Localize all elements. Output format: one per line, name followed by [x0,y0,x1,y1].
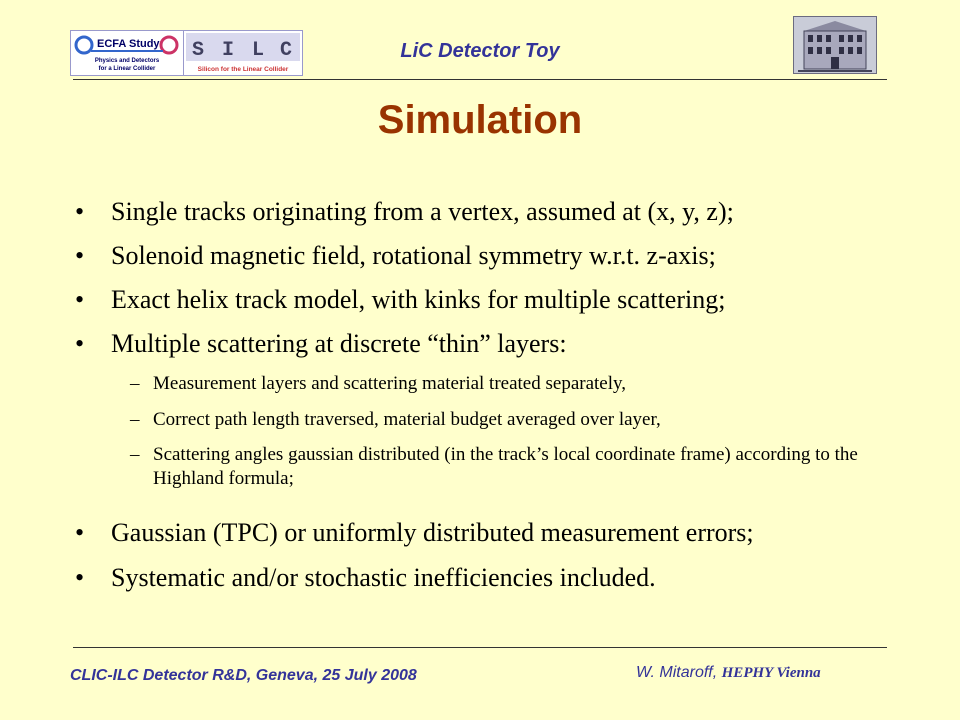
silc-letter-l: L [252,39,265,62]
header-title: LiC Detector Toy [400,40,560,62]
bullet-dot: • [75,241,85,270]
sub-bullet-item [130,408,900,432]
bullet-text: Systematic and/or stochastic inefficiencies included. [111,563,656,592]
silc-letter-s: S [192,39,205,62]
footer-event: CLIC-ILC Detector R&D, Geneva, 25 July 2008 [70,667,417,684]
bullet-text: Gaussian (TPC) or uniformly distributed measurement errors; [111,518,754,547]
footer-author [636,664,821,682]
bullet-dot: • [75,563,85,592]
slide-title: Simulation [377,98,583,142]
sub-bullet-item [130,443,900,491]
bullet-dot: • [75,329,85,358]
silc-caption: Silicon for the Linear Collider [197,66,289,73]
footer-author-name: W. Mitaroff, [636,664,718,681]
sub-bullet-text: Measurement layers and scattering material treated separately, [153,373,627,394]
bullet-dot: • [75,518,85,547]
silc-letter-i: I [222,39,235,62]
bullet-item [75,240,905,272]
sub-bullet-dash: – [130,444,140,465]
sub-bullet-text: Scattering angles gaussian distributed (in the track’s local coordinate frame) according to the Highland formula; [153,444,858,489]
bullet-text: Single tracks originating from a vertex, assumed at (x, y, z); [111,197,734,226]
sub-bullet-dash: – [130,409,140,430]
header-divider [73,79,887,80]
bullet-text: Solenoid magnetic field, rotational symmetry w.r.t. z-axis; [111,241,716,270]
silc-letter-c: C [280,39,293,62]
bullet-dot: • [75,285,85,314]
sub-bullet-item [130,372,900,396]
bullet-item [75,196,905,228]
ecfa-logo-line2: for a Linear Collider [98,66,156,72]
footer-affiliation: HEPHY Vienna [721,665,821,681]
sub-bullet-text: Correct path length traversed, material budget averaged over layer, [153,409,661,430]
bullet-text: Multiple scattering at discrete “thin” layers: [111,329,567,358]
ecfa-logo-line1: Physics and Detectors [94,58,160,64]
footer-divider [73,647,887,648]
bullet-text: Exact helix track model, with kinks for multiple scattering; [111,285,726,314]
bullet-item [75,328,905,360]
sub-bullet-dash: – [130,373,140,394]
ecfa-logo-main-text: ECFA Study [97,38,160,50]
bullet-item [75,284,905,316]
bullet-item [75,517,905,549]
bullet-dot: • [75,197,85,226]
bullet-item [75,562,905,594]
